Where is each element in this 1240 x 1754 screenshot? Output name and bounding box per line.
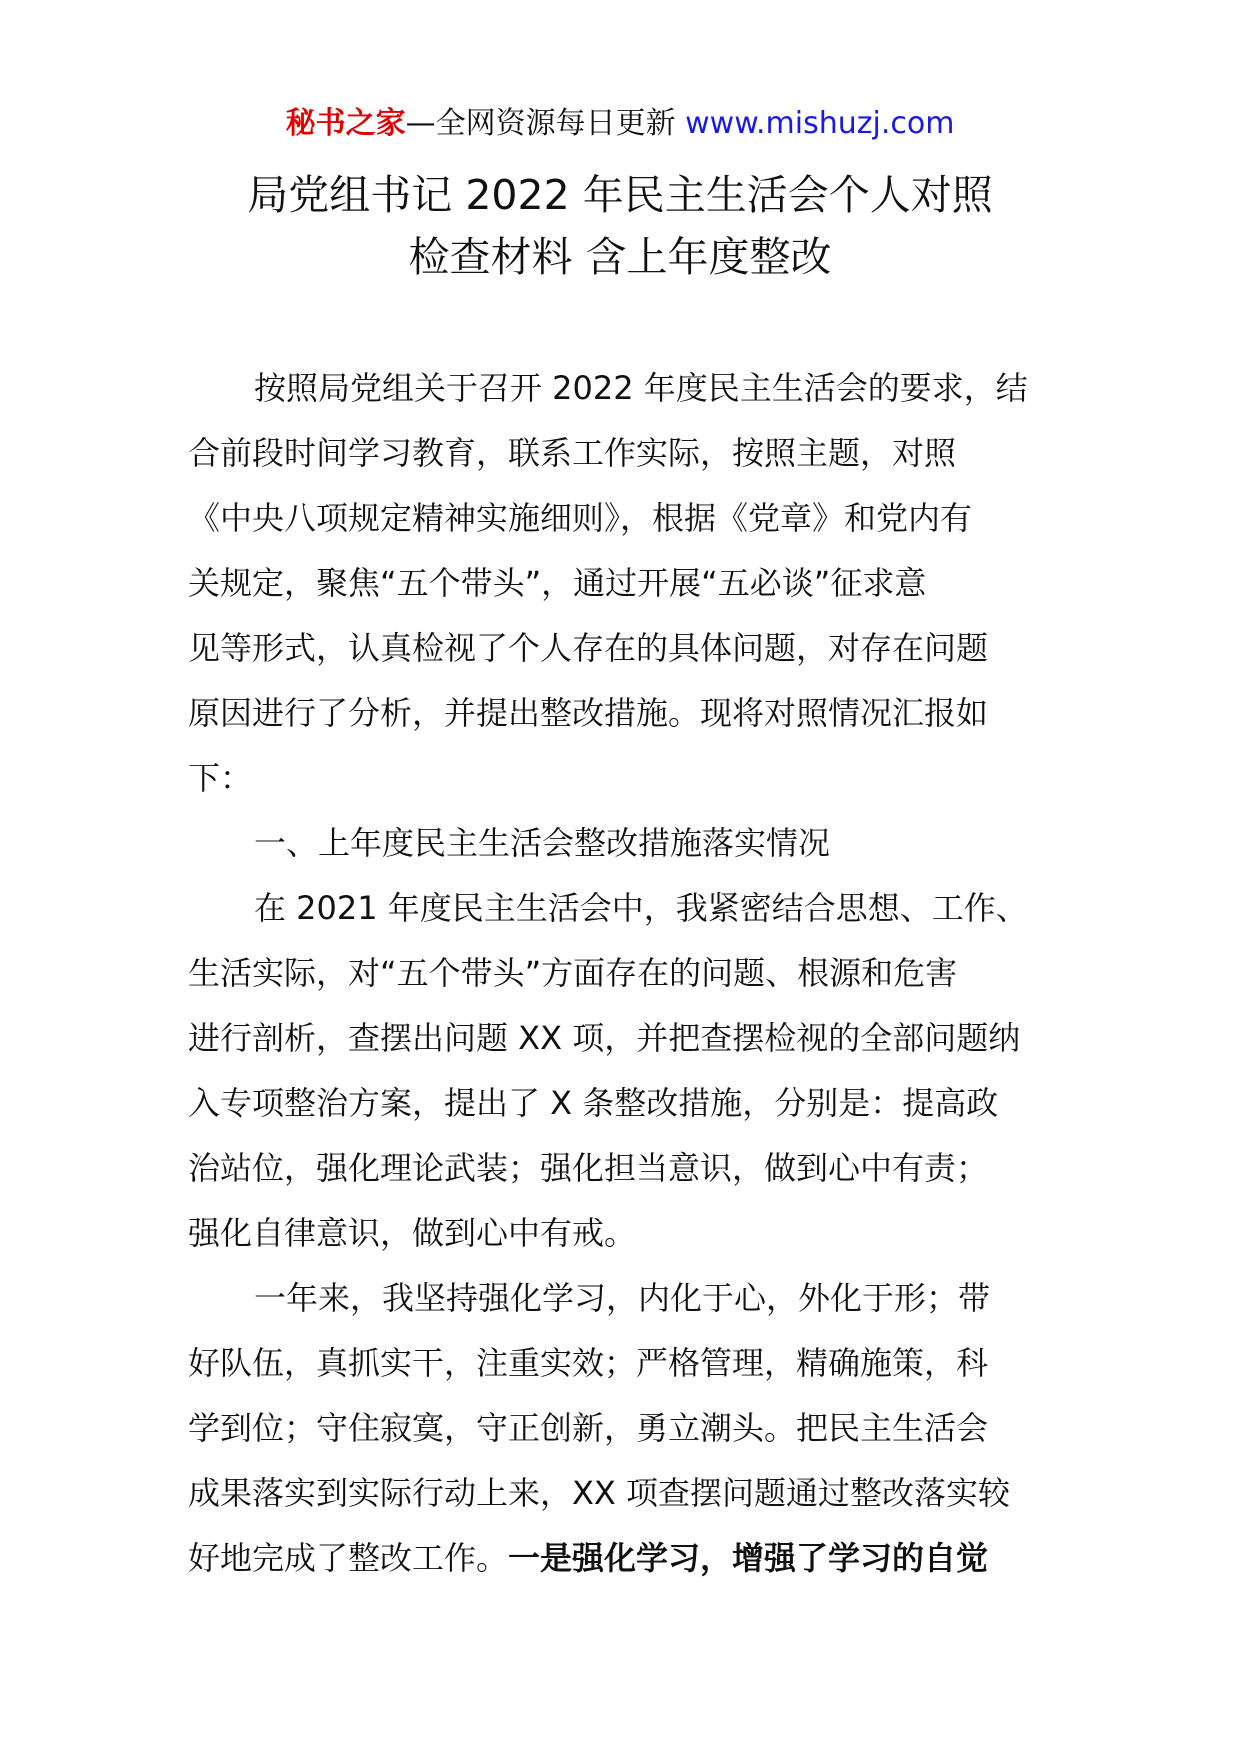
site-header	[0, 102, 1240, 146]
body-line: 学到位；守住寂寞，守正创新，勇立潮头。把民主生活会	[188, 1409, 989, 1447]
body-line: 见等形式，认真检视了个人存在的具体问题，对存在问题	[188, 629, 989, 667]
body-line: 强化自律意识，做到心中有戒。	[188, 1214, 637, 1252]
body-line: 按照局党组关于召开 2022 年度民主生活会的要求，结	[254, 369, 1028, 407]
section-heading: 一、上年度民主生活会整改措施落实情况	[254, 824, 831, 862]
body-text-normal: 好地完成了整改工作。	[188, 1539, 509, 1577]
title-line-1: 局党组书记 2022 年民主生活会个人对照	[247, 171, 993, 219]
document-title	[150, 164, 1090, 288]
body-line: 一年来，我坚持强化学习，内化于心，外化于形；带	[254, 1279, 991, 1317]
title-line-2: 检查材料 含上年度整改	[408, 233, 832, 281]
body-line: 治站位，强化理论武装；强化担当意识，做到心中有责；	[188, 1149, 989, 1187]
body-line: 下：	[188, 759, 253, 797]
body-text-bold: 一是强化学习，增强了学习的自觉	[508, 1539, 989, 1577]
body-line-last	[188, 1526, 1048, 1591]
body-line: 原因进行了分析，并提出整改措施。现将对照情况汇报如	[188, 694, 989, 732]
body-line: 好队伍，真抓实干，注重实效；严格管理，精确施策，科	[188, 1344, 989, 1382]
body-line: 成果落实到实际行动上来，XX 项查摆问题通过整改落实较	[188, 1474, 1011, 1512]
body-line: 合前段时间学习教育，联系工作实际，按照主题，对照	[188, 434, 957, 472]
body-line: 关规定，聚焦“五个带头”，通过开展“五必谈”征求意	[188, 564, 927, 602]
website-link[interactable]: www.mishuzj.com	[685, 106, 955, 141]
body-line: 入专项整治方案，提出了 X 条整改措施，分别是：提高政	[188, 1084, 999, 1122]
brand-name: 秘书之家	[285, 106, 406, 141]
body-line: 《中央八项规定精神实施细则》，根据《党章》和党内有	[188, 499, 973, 537]
header-slogan: —全网资源每日更新	[405, 106, 686, 141]
body-line: 进行剖析，查摆出问题 XX 项，并把查摆检视的全部问题纳	[188, 1019, 1021, 1057]
body-line: 在 2021 年度民主生活会中，我紧密结合思想、工作、	[254, 889, 1028, 927]
document-body	[188, 356, 1048, 1591]
body-line: 生活实际，对“五个带头”方面存在的问题、根源和危害	[188, 954, 958, 992]
